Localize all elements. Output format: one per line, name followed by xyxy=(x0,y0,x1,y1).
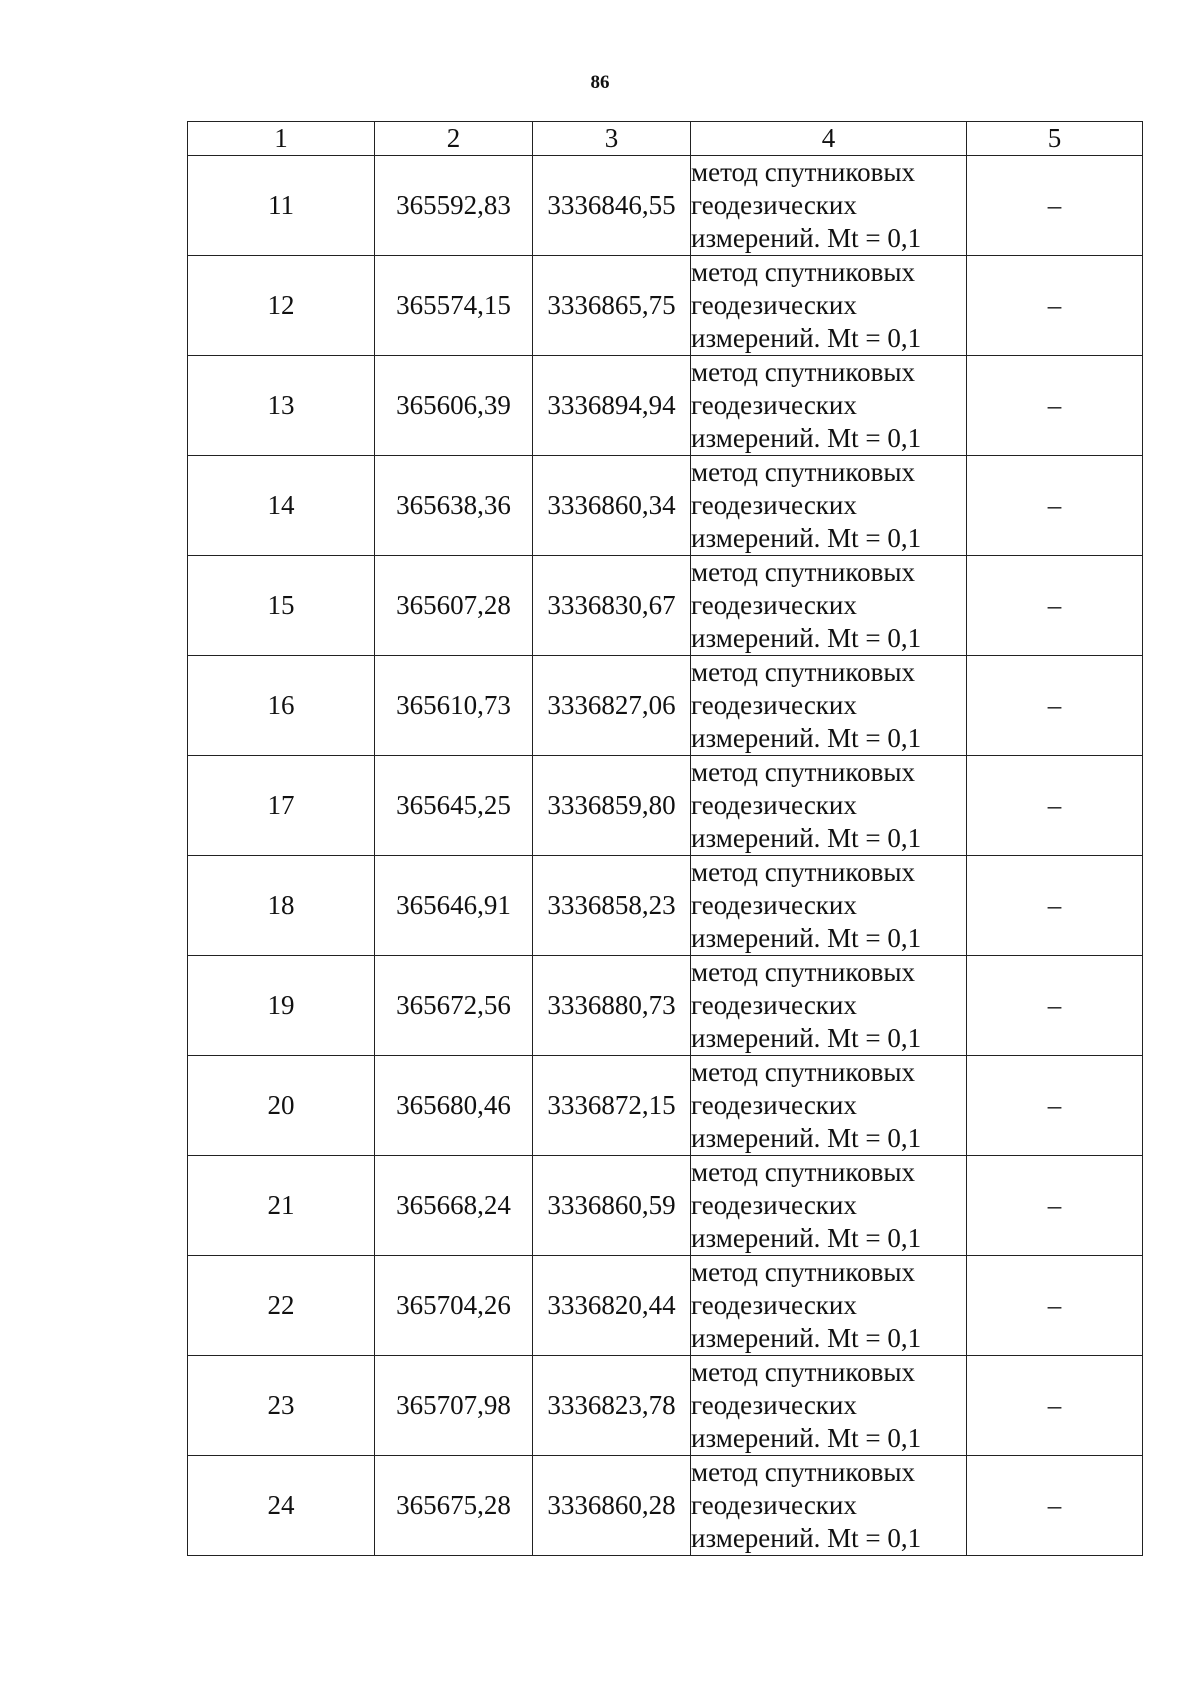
method-line: измерений. Mt = 0,1 xyxy=(691,723,922,753)
method-line: измерений. Mt = 0,1 xyxy=(691,1423,922,1453)
method-line: измерений. Mt = 0,1 xyxy=(691,1023,922,1053)
table-row xyxy=(188,1456,1143,1556)
method-line: измерений. Mt = 0,1 xyxy=(691,523,922,553)
table-header-row xyxy=(188,122,1143,156)
coordinates-table xyxy=(187,121,1143,1556)
method-line: геодезических xyxy=(691,690,857,720)
note-cell: – xyxy=(967,856,1143,956)
method-line: метод спутниковых xyxy=(691,957,915,987)
y-coordinate-cell: 3336823,78 xyxy=(533,1356,691,1456)
method-line: геодезических xyxy=(691,1290,857,1320)
table-row xyxy=(188,856,1143,956)
point-number-cell: 15 xyxy=(188,556,375,656)
method-cell xyxy=(691,756,967,856)
method-line: измерений. Mt = 0,1 xyxy=(691,1323,922,1353)
note-cell: – xyxy=(967,556,1143,656)
table-body xyxy=(188,156,1143,1556)
column-header-3: 3 xyxy=(533,122,691,156)
y-coordinate-cell: 3336872,15 xyxy=(533,1056,691,1156)
note-cell: – xyxy=(967,756,1143,856)
method-line: геодезических xyxy=(691,790,857,820)
method-line: метод спутниковых xyxy=(691,357,915,387)
method-cell xyxy=(691,1256,967,1356)
column-header-1: 1 xyxy=(188,122,375,156)
method-cell xyxy=(691,1456,967,1556)
method-line: метод спутниковых xyxy=(691,1457,915,1487)
y-coordinate-cell: 3336820,44 xyxy=(533,1256,691,1356)
point-number-cell: 22 xyxy=(188,1256,375,1356)
point-number-cell: 13 xyxy=(188,356,375,456)
method-line: метод спутниковых xyxy=(691,457,915,487)
method-line: геодезических xyxy=(691,490,857,520)
y-coordinate-cell: 3336880,73 xyxy=(533,956,691,1056)
y-coordinate-cell: 3336858,23 xyxy=(533,856,691,956)
method-line: метод спутниковых xyxy=(691,1257,915,1287)
method-line: метод спутниковых xyxy=(691,757,915,787)
method-line: измерений. Mt = 0,1 xyxy=(691,323,922,353)
method-line: измерений. Mt = 0,1 xyxy=(691,1223,922,1253)
point-number-cell: 16 xyxy=(188,656,375,756)
note-cell: – xyxy=(967,1156,1143,1256)
method-line: измерений. Mt = 0,1 xyxy=(691,823,922,853)
method-line: геодезических xyxy=(691,1390,857,1420)
method-cell xyxy=(691,1056,967,1156)
table-row xyxy=(188,1256,1143,1356)
point-number-cell: 24 xyxy=(188,1456,375,1556)
note-cell: – xyxy=(967,456,1143,556)
x-coordinate-cell: 365574,15 xyxy=(375,256,533,356)
table-row xyxy=(188,556,1143,656)
x-coordinate-cell: 365606,39 xyxy=(375,356,533,456)
method-cell xyxy=(691,156,967,256)
method-line: метод спутниковых xyxy=(691,1357,915,1387)
y-coordinate-cell: 3336894,94 xyxy=(533,356,691,456)
x-coordinate-cell: 365680,46 xyxy=(375,1056,533,1156)
method-cell xyxy=(691,956,967,1056)
y-coordinate-cell: 3336860,59 xyxy=(533,1156,691,1256)
x-coordinate-cell: 365707,98 xyxy=(375,1356,533,1456)
x-coordinate-cell: 365645,25 xyxy=(375,756,533,856)
point-number-cell: 20 xyxy=(188,1056,375,1156)
y-coordinate-cell: 3336827,06 xyxy=(533,656,691,756)
y-coordinate-cell: 3336830,67 xyxy=(533,556,691,656)
method-line: геодезических xyxy=(691,590,857,620)
method-cell xyxy=(691,356,967,456)
y-coordinate-cell: 3336846,55 xyxy=(533,156,691,256)
method-line: метод спутниковых xyxy=(691,857,915,887)
point-number-cell: 21 xyxy=(188,1156,375,1256)
method-line: измерений. Mt = 0,1 xyxy=(691,923,922,953)
x-coordinate-cell: 365638,36 xyxy=(375,456,533,556)
y-coordinate-cell: 3336865,75 xyxy=(533,256,691,356)
note-cell: – xyxy=(967,356,1143,456)
method-line: геодезических xyxy=(691,290,857,320)
note-cell: – xyxy=(967,1456,1143,1556)
column-header-4: 4 xyxy=(691,122,967,156)
table-row xyxy=(188,1056,1143,1156)
method-cell xyxy=(691,1156,967,1256)
method-line: геодезических xyxy=(691,1190,857,1220)
method-cell xyxy=(691,656,967,756)
column-header-5: 5 xyxy=(967,122,1143,156)
note-cell: – xyxy=(967,956,1143,1056)
method-line: измерений. Mt = 0,1 xyxy=(691,1523,922,1553)
method-line: метод спутниковых xyxy=(691,557,915,587)
note-cell: – xyxy=(967,1056,1143,1156)
table-row xyxy=(188,956,1143,1056)
note-cell: – xyxy=(967,1256,1143,1356)
table-row xyxy=(188,1356,1143,1456)
x-coordinate-cell: 365592,83 xyxy=(375,156,533,256)
note-cell: – xyxy=(967,256,1143,356)
table-row xyxy=(188,756,1143,856)
method-line: измерений. Mt = 0,1 xyxy=(691,623,922,653)
note-cell: – xyxy=(967,656,1143,756)
method-cell xyxy=(691,256,967,356)
point-number-cell: 14 xyxy=(188,456,375,556)
column-header-2: 2 xyxy=(375,122,533,156)
table-row xyxy=(188,456,1143,556)
method-line: измерений. Mt = 0,1 xyxy=(691,423,922,453)
method-line: геодезических xyxy=(691,390,857,420)
point-number-cell: 17 xyxy=(188,756,375,856)
method-line: геодезических xyxy=(691,190,857,220)
method-line: геодезических xyxy=(691,1490,857,1520)
note-cell: – xyxy=(967,156,1143,256)
point-number-cell: 11 xyxy=(188,156,375,256)
method-line: метод спутниковых xyxy=(691,157,915,187)
method-line: геодезических xyxy=(691,1090,857,1120)
method-cell xyxy=(691,556,967,656)
table-row xyxy=(188,356,1143,456)
method-line: метод спутниковых xyxy=(691,1057,915,1087)
point-number-cell: 19 xyxy=(188,956,375,1056)
x-coordinate-cell: 365675,28 xyxy=(375,1456,533,1556)
table-row xyxy=(188,256,1143,356)
point-number-cell: 18 xyxy=(188,856,375,956)
y-coordinate-cell: 3336859,80 xyxy=(533,756,691,856)
point-number-cell: 12 xyxy=(188,256,375,356)
page-number: 86 xyxy=(590,72,610,93)
x-coordinate-cell: 365610,73 xyxy=(375,656,533,756)
point-number-cell: 23 xyxy=(188,1356,375,1456)
x-coordinate-cell: 365646,91 xyxy=(375,856,533,956)
x-coordinate-cell: 365668,24 xyxy=(375,1156,533,1256)
table-row xyxy=(188,1156,1143,1256)
method-cell xyxy=(691,456,967,556)
y-coordinate-cell: 3336860,28 xyxy=(533,1456,691,1556)
note-cell: – xyxy=(967,1356,1143,1456)
method-cell xyxy=(691,1356,967,1456)
x-coordinate-cell: 365672,56 xyxy=(375,956,533,1056)
table-row xyxy=(188,156,1143,256)
method-line: измерений. Mt = 0,1 xyxy=(691,1123,922,1153)
method-cell xyxy=(691,856,967,956)
method-line: измерений. Mt = 0,1 xyxy=(691,223,922,253)
x-coordinate-cell: 365607,28 xyxy=(375,556,533,656)
method-line: метод спутниковых xyxy=(691,657,915,687)
method-line: геодезических xyxy=(691,990,857,1020)
method-line: метод спутниковых xyxy=(691,1157,915,1187)
method-line: геодезических xyxy=(691,890,857,920)
method-line: метод спутниковых xyxy=(691,257,915,287)
x-coordinate-cell: 365704,26 xyxy=(375,1256,533,1356)
y-coordinate-cell: 3336860,34 xyxy=(533,456,691,556)
table-row xyxy=(188,656,1143,756)
